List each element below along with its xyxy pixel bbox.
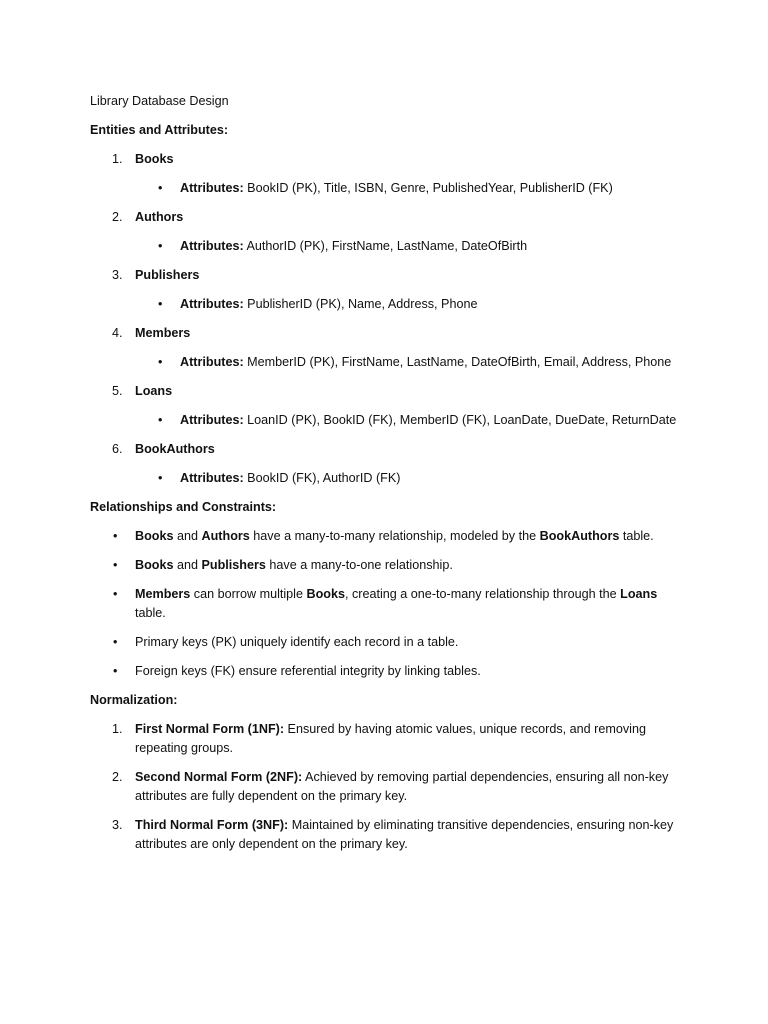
section-heading-normalization: Normalization: bbox=[90, 693, 178, 707]
attributes-text: LoanID (PK), BookID (FK), MemberID (FK), LoanDate, DueDate, ReturnDate bbox=[243, 413, 677, 427]
bullet-icon: • bbox=[158, 297, 163, 311]
bullet-icon: • bbox=[113, 587, 118, 601]
relationship-item bbox=[90, 662, 690, 681]
bold-term: Publishers bbox=[201, 558, 266, 572]
bullet-icon: • bbox=[113, 529, 118, 543]
list-number: 4. bbox=[112, 326, 123, 340]
attributes-text: BookID (FK), AuthorID (FK) bbox=[243, 471, 401, 485]
list-number: 3. bbox=[112, 268, 123, 282]
attributes-label: Attributes: bbox=[180, 413, 244, 427]
normal-form-label: Second Normal Form (2NF): bbox=[135, 770, 303, 784]
relationship-item bbox=[90, 527, 690, 546]
relationship-item bbox=[90, 633, 690, 652]
entity-attributes bbox=[90, 237, 690, 256]
text-run: table. bbox=[619, 529, 654, 543]
text-run: , creating a one-to-many relationship through the bbox=[345, 587, 621, 601]
text-run: have a many-to-many relationship, modeled by the bbox=[249, 529, 540, 543]
attributes-text: PublisherID (PK), Name, Address, Phone bbox=[243, 297, 478, 311]
entity-item bbox=[90, 266, 690, 285]
text-run: and bbox=[173, 558, 202, 572]
bold-term: Books bbox=[306, 587, 345, 601]
bullet-icon: • bbox=[113, 664, 118, 678]
entity-item bbox=[90, 150, 690, 169]
text-run: table. bbox=[135, 606, 166, 620]
attributes-label: Attributes: bbox=[180, 181, 244, 195]
bullet-icon: • bbox=[158, 413, 163, 427]
normal-form-text: Maintained by eliminating transitive dependencies, ensuring non-key attributes are only dependent on the primary key. bbox=[135, 818, 674, 851]
text-run: Primary keys (PK) uniquely identify each record in a table. bbox=[135, 635, 459, 649]
section-heading-entities: Entities and Attributes: bbox=[90, 123, 229, 137]
bullet-icon: • bbox=[113, 558, 118, 572]
normal-form-text: Achieved by removing partial dependencies, ensuring all non-key attributes are fully dependent on the primary key. bbox=[135, 770, 669, 803]
entity-attributes bbox=[90, 469, 690, 488]
attributes-label: Attributes: bbox=[180, 355, 244, 369]
list-number: 1. bbox=[112, 722, 123, 736]
entity-item bbox=[90, 440, 690, 459]
bold-term: Authors bbox=[201, 529, 250, 543]
text-run: can borrow multiple bbox=[190, 587, 307, 601]
attributes-text: MemberID (PK), FirstName, LastName, DateOfBirth, Email, Address, Phone bbox=[243, 355, 672, 369]
attributes-label: Attributes: bbox=[180, 297, 244, 311]
attributes-text: AuthorID (PK), FirstName, LastName, DateOfBirth bbox=[243, 239, 528, 253]
text-run: and bbox=[173, 529, 202, 543]
bold-term: Books bbox=[135, 558, 174, 572]
bold-term: Members bbox=[135, 587, 191, 601]
document-title: Library Database Design bbox=[90, 94, 229, 108]
bold-term: Books bbox=[135, 529, 174, 543]
entity-item bbox=[90, 382, 690, 401]
entity-name: Loans bbox=[135, 384, 173, 398]
bullet-icon: • bbox=[158, 471, 163, 485]
entity-attributes bbox=[90, 295, 690, 314]
text-run: have a many-to-one relationship. bbox=[265, 558, 453, 572]
attributes-label: Attributes: bbox=[180, 471, 244, 485]
attributes-label: Attributes: bbox=[180, 239, 244, 253]
normalization-item bbox=[90, 720, 690, 758]
normal-form-text: Ensured by having atomic values, unique records, and removing repeating groups. bbox=[135, 722, 646, 755]
entity-item bbox=[90, 324, 690, 343]
normal-form-label: First Normal Form (1NF): bbox=[135, 722, 285, 736]
bold-term: Loans bbox=[620, 587, 658, 601]
bullet-icon: • bbox=[113, 635, 118, 649]
bullet-icon: • bbox=[158, 355, 163, 369]
entity-attributes bbox=[90, 179, 690, 198]
list-number: 6. bbox=[112, 442, 123, 456]
relationship-item bbox=[90, 556, 690, 575]
normal-form-label: Third Normal Form (3NF): bbox=[135, 818, 289, 832]
entity-name: Publishers bbox=[135, 268, 200, 282]
section-heading-relationships: Relationships and Constraints: bbox=[90, 500, 277, 514]
list-number: 3. bbox=[112, 818, 123, 832]
attributes-text: BookID (PK), Title, ISBN, Genre, PublishedYear, PublisherID (FK) bbox=[243, 181, 613, 195]
entity-name: Members bbox=[135, 326, 191, 340]
list-number: 2. bbox=[112, 770, 123, 784]
document-content bbox=[90, 92, 690, 864]
bullet-icon: • bbox=[158, 239, 163, 253]
bold-term: BookAuthors bbox=[539, 529, 620, 543]
list-number: 5. bbox=[112, 384, 123, 398]
bullet-icon: • bbox=[158, 181, 163, 195]
entity-attributes bbox=[90, 411, 690, 430]
list-number: 2. bbox=[112, 210, 123, 224]
entity-item bbox=[90, 208, 690, 227]
relationship-item bbox=[90, 585, 690, 623]
list-number: 1. bbox=[112, 152, 123, 166]
normalization-item bbox=[90, 768, 690, 806]
entity-name: BookAuthors bbox=[135, 442, 215, 456]
entity-name: Authors bbox=[135, 210, 184, 224]
text-run: Foreign keys (FK) ensure referential integrity by linking tables. bbox=[135, 664, 481, 678]
normalization-item bbox=[90, 816, 690, 854]
entity-attributes bbox=[90, 353, 690, 372]
entity-name: Books bbox=[135, 152, 174, 166]
